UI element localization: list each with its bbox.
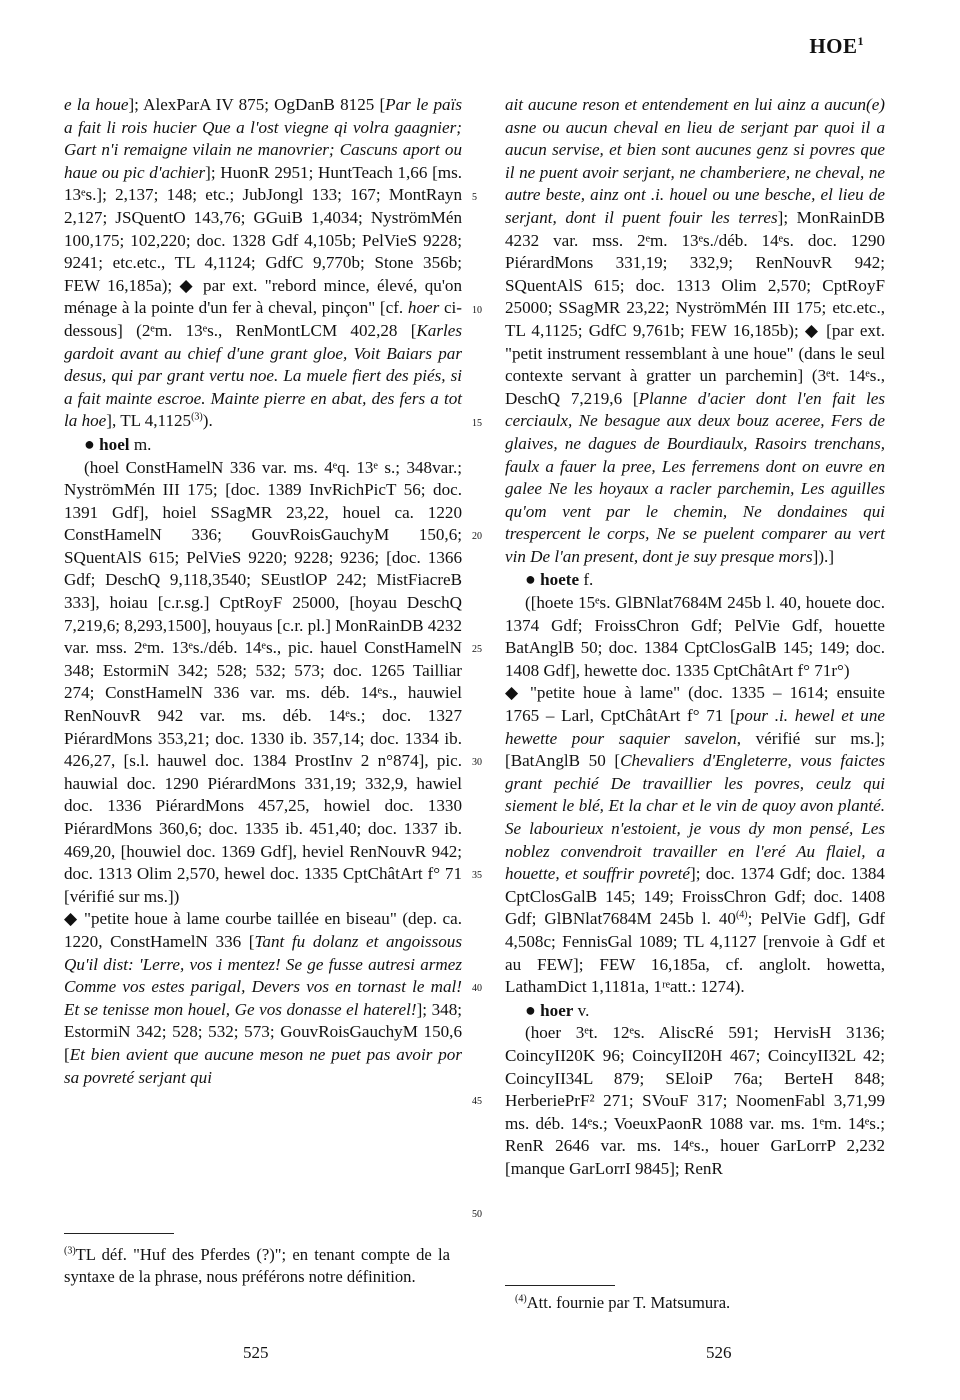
headword-hoer: hoer: [540, 1000, 574, 1020]
headword-hoel: hoel: [99, 434, 130, 454]
running-header: HOE$^1$: [809, 34, 864, 58]
right-column: [505, 94, 885, 1181]
left-paragraph-hoe-continued: e la houe]; AlexParA IV 875; OgDanB 8125 [Par le païs a fait li rois hucier Que a l'ost viegne qi volra gaagnier; Gart n'i remaigne vilain ne manovrier; Cascuns aport ou haue ou pic d'achier]; HuonR 2951; HuntTeach 1,66 [ms. 13ᵉs.]; 2,137; 148; etc.; JubJongl 133; 167; MontRayn 2,127; JSQuentO 143,76; GGuiB 1,4034; NyströmMén 100,175; 102,220; doc. 1328 Gdf 4,105b; PelVieS 9228; 9241; etc.etc., TL 4,1124; GdfC 9,770b; Stone 356b; FEW 16,185a); ◆ par ext. "rebord mince, élevé, qu'on ménage à la pointe d'un fer à cheval, pinçon" [cf. hoer ci-dessous] (2ᵉm. 13ᵉs., RenMontLCM 402,28 [Karles gardoit avant au chief d'une grant gloe, Voit Baiars par desus, qui par grant vertu noe. La muele fiert des piés, si a fait mainte escroe. Mainte pierre en abat, des fers a tot la hoe], TL 4,1125$^{(3)}$).: [64, 95, 462, 431]
entry-hoer: ● hoer v.: [525, 999, 590, 1020]
headword-hoete: hoete: [540, 570, 580, 590]
entry-hoel: ● hoel m.: [84, 433, 152, 454]
hoel-forms: (hoel ConstHamelN 336 var. ms. 4ᵉq. 13ᵉ s.; 348var.; NyströmMén III 175; [doc. 1389 InvRichPicT 56; doc. 1391 Gdf], hoiel SSagMR 23,22, houel ca. 1220 ConstHamelN 336; GouvRoisGauchyM 150,6; SQuentAlS 615; PelVieS 9220; 9228; 9236; [doc. 1366 Gdf; DeschQ 9,118,3540; SEustlOP 242; MistFiacreB 333], hoiau [c.r.sg.] CptRoyF 25000, [hoyau DeschQ 7,219,6; 8,293,1500], houyaus [c.r. pl.] MonRainDB 4232 var. mss. 2ᵉm. 13ᵉs./déb. 14ᵉs., pic. hauel ConstHamelN 348; EstormiN 342; 528; 532; 573; doc. 1265 Tailliar 274; ConstHamelN 336 var. ms. déb. 14ᵉs., hauwiel RenNouvR 942 var. ms. déb. 14ᵉs.; doc. 1327 PiérardMons 353,21; doc. 1330 ib. 357,14; doc. 1334 ib. 426,27, [s.l. hauwel doc. 1384 ProstInv 2 n°874], pic. hauwial doc. 1290 PiérardMons 331,19; 332,9, hawiel doc. 1336 PiérardMons 457,25, howiel doc. 1330 PiérardMons 360,6; doc. 1335 ib. 451,40; doc. 1337 ib. 469,20, [houwiel doc. 1369 Gdf], heviel RenNouvR 942; doc. 1313 Olim 2,570, hewel doc. 1335 CptChâtArt f° 71 [vérifié sur ms.]): [64, 457, 462, 906]
right-footnote-rule: [505, 1285, 615, 1286]
hoer-forms: (hoer 3ᵉt. 12ᵉs. AliscRé 591; HervisH 3136; CoincyII20K 96; CoincyII20H 467; CoincyII32L 42; CoincyII34L 879; SEloiP 76a; BerteH 848; HerberiePrF² 271; SVouF 317; NoomenFabl 3,71,99 ms. déb. 14ᵉs.; VoeuxPaonR 1088 var. ms. 1ᵉm. 14ᵉs.; RenR 2646 var. ms. 14ᵉs., houer GarLorrP 2,232 [manque GarLorrI 9845]; RenR: [505, 1023, 885, 1178]
right-paragraph-hoel-continued: ait aucune reson et entendement en lui ainz a aucun(e) asne ou aucun cheval en lieu de serjant par quoi il a aucun servise, et bien sont aucunes genz si povres que il ne puent avoir serjant, ne chamberiere, ne cheval, ne autre beste, ainz ont .i. houel ou une besche, el lieu de serjant, dont il puent fouir les terres]; MonRainDB 4232 var. mss. 2ᵉm. 13ᵉs./déb. 14ᵉs. doc. 1290 PiérardMons 331,19; 332,9; RenNouvR 942; SQuentAlS 615; doc. 1313 Olim 2,570; CptRoyF 25000; SSagMR 23,22; NyströmMén III 175; etc.etc., TL 4,1125; GdfC 9,761b; FEW 16,185b); ◆ [par ext. "petit instrument ressemblant à une houe" (dans le seul contexte servant à gratter un parchemin] (3ᵉt. 14ᵉs., DeschQ 7,219,6 [Planne d'acier dont l'en fait les cerciaulx, Ne besague aux deux bouz aceree, Fers de glaives, ne dagues de Bourdiaulx, Rasoirs trenchans, faulx a fauer la pree, Les ferremens dont on euvre en galee Ne les hoyaux a racler parchemin, Les aguilles qu'om vent par le chemin, Ne dondaines qui trespercent le corps, Ne se puelent comparer au vert vin De l'an present, dont je suy presque mors]).]: [505, 95, 885, 566]
left-footnote-rule: [64, 1233, 174, 1234]
left-footnote: $^{(3)}$TL déf. "Huf des Pferdes (?)"; en tenant compte de la syntaxe de la phrase, nous préférons notre définition.: [64, 1245, 450, 1286]
hoel-sense: ◆ "petite houe à lame courbe taillée en biseau" (dep. ca. 1220, ConstHamelN 336 [Tant fu dolanz et angoissous Qu'il dist: 'Lerre, vos i mentez! Se ge fusse autresi armez Comme vos estes parigal, Devers vos en tornast le mal! Et se tenisse mon houel, Ge vos donasse el haterel!]; 348; EstormiN 342; 528; 532; 573; GouvRoisGauchyM 150,6 [Et bien avient que aucune meson ne puet pas avoir por sa povreté serjant qui: [64, 909, 463, 1087]
right-footnote: $^{(4)}$Att. fournie par T. Matsumura.: [515, 1293, 731, 1312]
entry-hoete: ● hoete f.: [525, 569, 594, 590]
left-column: [64, 94, 462, 1089]
page-number-right: 526: [706, 1343, 732, 1362]
hoete-sense: ◆ "petite houe à lame" (doc. 1335 – 1614; ensuite 1765 – Larl, CptChâtArt f° 71 [pour .i. hewel et une hewette pour saquier savelon, vérifié sur ms.]; [BatAnglB 50 [Chevaliers d'Engleterre, vous faictes grant pechié De travaillier les povres, ceulz qui siement le blé, Et la char et le vin de quoy avon planté. Se labourieux n'estoient, je vous dy mon pensé, Les noblez convendroit travailler en l'eré Au flaiel, a houette, et souffrir povreté]; doc. 1374 Gdf; doc. 1384 CptClosGalB 145; 149; FroissChron Gdf; doc. 1408 Gdf; GlBNlat7684M 245b l. 40$^{(4)}$; PelVie Gdf], Gdf 4,508c; FennisGal 1089; TL 4,1127 [renvoie à Gdf et au FEW]; FEW 16,185a, cf. anglolt. howetta, LathamDict 1,1181a, 1ʳᵉatt.: 1274).: [505, 683, 886, 997]
page-number-left: 525: [243, 1343, 269, 1362]
hoete-forms: ([hoete 15ᵉs. GlBNlat7684M 245b l. 40, houete doc. 1374 Gdf; FroissChron Gdf; PelVie Gdf, houette BatAnglB 50; doc. 1384 CptClosGalB 145; 149; doc. 1408 Gdf], hewette doc. 1335 CptChâtArt f° 71r°): [505, 593, 885, 680]
